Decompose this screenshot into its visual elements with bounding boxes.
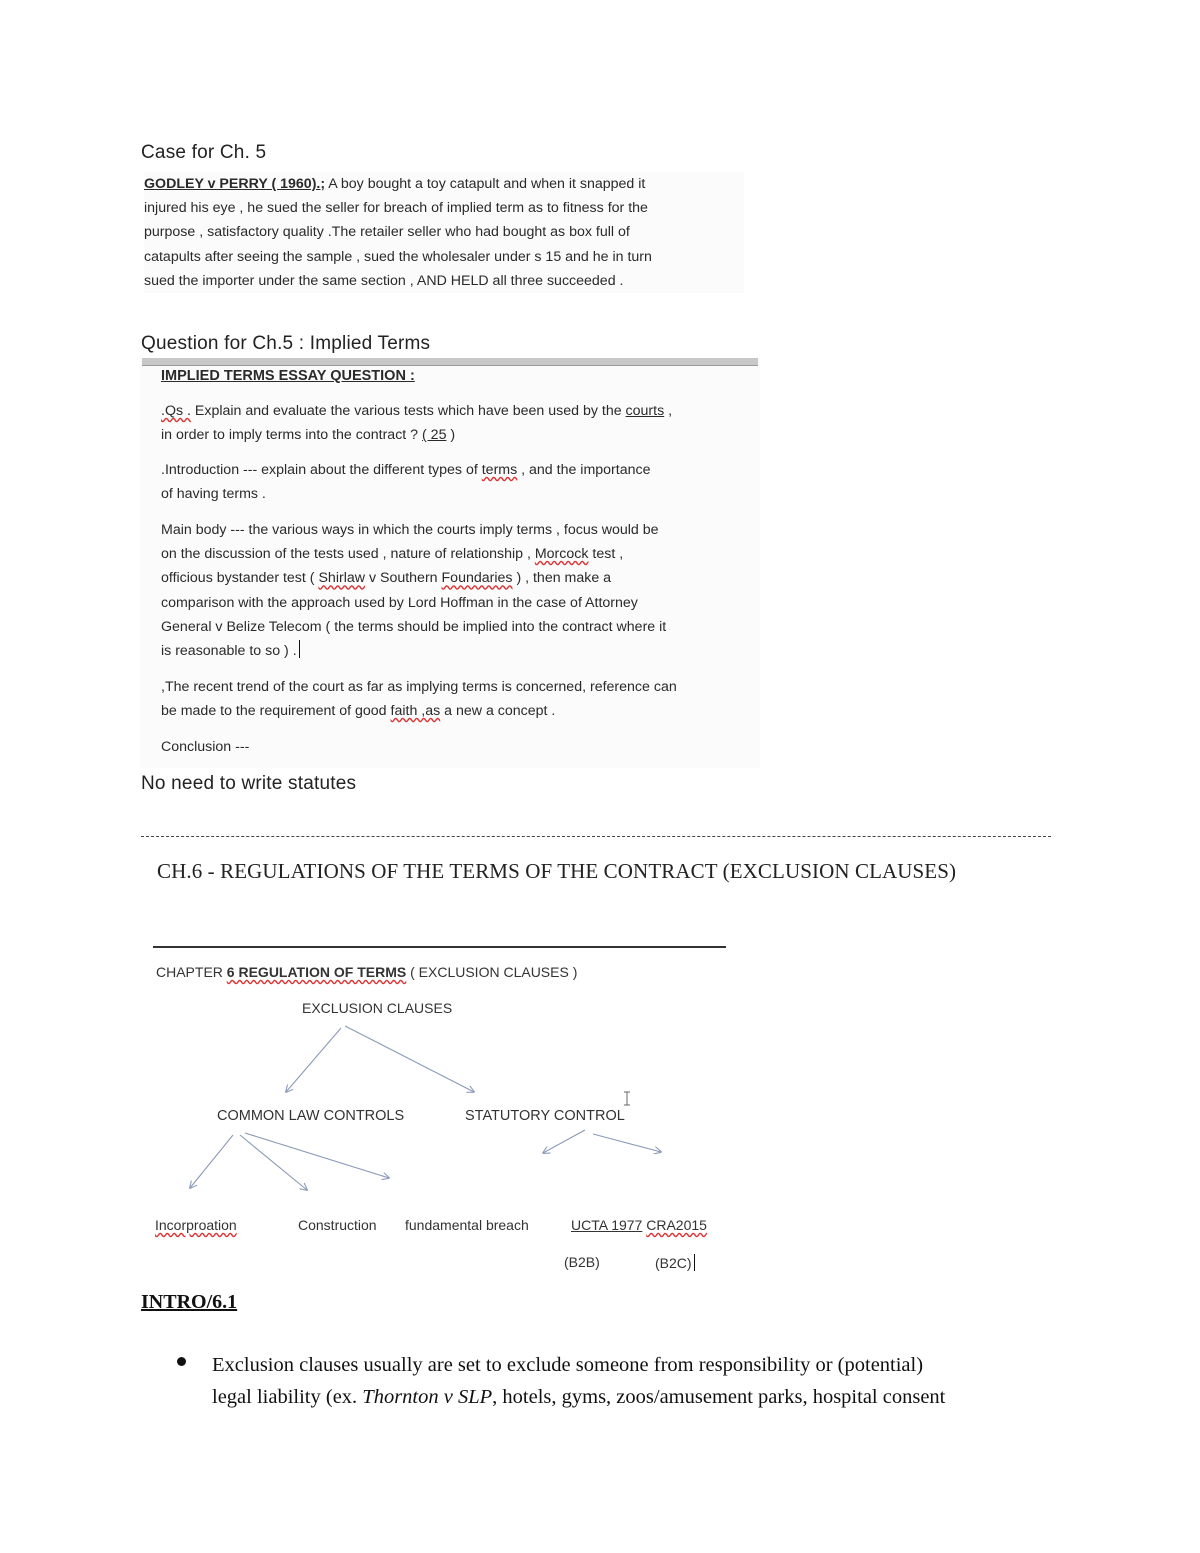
diagram-header-bold: REGULATION OF TERMS — [234, 964, 407, 980]
arrow-to-cra — [593, 1134, 661, 1152]
bullet-text: Exclusion clauses usually are set to exclude someone from responsibility or (potential) — [212, 1354, 924, 1376]
bullet-text: legal liability (ex. — [212, 1386, 363, 1408]
trend-text: ,The recent trend of the court as far as implying terms is concerned, reference can — [161, 679, 677, 695]
main-text: test , — [588, 546, 624, 563]
case-text: A boy bought a toy catapult and when it snapped it — [325, 176, 646, 192]
trend-text: be made to the requirement of good — [161, 703, 391, 720]
essay-intro — [161, 458, 741, 506]
main-text: General v Belize Telecom ( the terms should be implied into the contract where it — [161, 618, 667, 635]
arrow-to-ucta — [543, 1130, 585, 1153]
qs-courts: courts — [625, 403, 665, 419]
intro-text: .Introduction --- explain about the different types of — [161, 462, 482, 478]
main-text: comparison with the approach used by Lord Hoffman in the case of Attorney — [161, 594, 638, 611]
intro-terms: terms — [481, 462, 518, 478]
diagram-arrows — [145, 940, 745, 1280]
main-text: v Southern — [365, 570, 442, 587]
case-line: injured his eye , he sued the seller for breach of implied term as to fitness for the — [144, 200, 648, 217]
arrow-root-to-common — [286, 1028, 341, 1092]
main-shirlaw: Shirlaw — [318, 570, 365, 587]
essay-trend — [161, 675, 741, 723]
trend-text: a new a concept . — [440, 703, 556, 720]
case-line: purpose , satisfactory quality .The retailer seller who had bought as box full of — [144, 224, 630, 241]
essay-screenshot — [140, 358, 760, 768]
main-foundaries: Foundaries — [441, 570, 513, 587]
arrow-to-incorporation — [190, 1135, 233, 1188]
qs-text: ) — [446, 427, 456, 444]
qs-text: , — [664, 403, 673, 419]
arrow-root-to-statutory — [345, 1026, 474, 1092]
node-statutory: STATUTORY CONTROL — [465, 1108, 625, 1124]
essay-conclusion: Conclusion --- — [161, 739, 250, 755]
qs-text: Explain and evaluate the various tests which have been used by the — [190, 403, 626, 419]
i-beam-cursor — [624, 1092, 630, 1105]
essay-qs — [161, 399, 741, 447]
essay-title: IMPLIED TERMS ESSAY QUESTION : — [161, 368, 415, 384]
diagram-header-text: ( EXCLUSION CLAUSES ) — [406, 964, 578, 980]
node-common-law: COMMON LAW CONTROLS — [217, 1108, 405, 1124]
qs-text: in order to imply terms into the contract ? — [161, 427, 423, 444]
main-text: ) , then make a — [512, 570, 612, 587]
question-heading: Question for Ch.5 : Implied Terms — [141, 333, 431, 354]
qs-label: .Qs . — [161, 403, 191, 419]
leaf-cra-text: CRA2015 — [646, 1217, 707, 1233]
main-text: officious bystander test ( — [161, 570, 319, 587]
arrow-to-fundamental-breach — [245, 1133, 389, 1178]
intro-text: , and the importance — [517, 462, 651, 478]
node-root: EXCLUSION CLAUSES — [302, 1000, 453, 1016]
qs-marks: ( 25 — [422, 427, 447, 444]
diagram-header-number: 6 — [226, 964, 235, 980]
text-cursor — [299, 640, 300, 658]
case-screenshot — [144, 172, 744, 293]
case-line — [144, 172, 744, 196]
case-line: sued the importer under the same section , AND HELD all three succeeded . — [144, 272, 624, 289]
leaf-ucta-text: UCTA 1977 — [571, 1217, 643, 1233]
exclusion-clauses-diagram — [145, 940, 745, 1280]
main-text: Main body --- the various ways in which the courts imply terms , focus would be — [161, 522, 659, 538]
main-morcock: Morcock — [534, 546, 589, 563]
trend-faith: faith ,as — [390, 703, 441, 720]
main-text: on the discussion of the tests used , nature of relationship , — [161, 546, 535, 563]
leaf-construction: Construction — [298, 1217, 377, 1233]
bullet-icon — [177, 1357, 186, 1366]
essay-main-body — [161, 518, 741, 663]
arrow-to-construction — [240, 1135, 307, 1190]
leaf-incorporation: Incorproation — [155, 1217, 237, 1233]
main-text: is reasonable to so ) . — [161, 643, 297, 660]
label-b2c-text: (B2C) — [655, 1255, 692, 1271]
chapter-title: CH.6 - REGULATIONS OF THE TERMS OF THE CONTRACT (EXCLUSION CLAUSES) — [157, 859, 957, 883]
case-name: GODLEY v PERRY ( 1960).; — [144, 176, 326, 192]
section-divider — [141, 836, 1051, 837]
note-text: No need to write statutes — [141, 773, 357, 794]
diagram-header-text: CHAPTER — [156, 964, 227, 980]
leaf-fundamental-breach: fundamental breach — [405, 1217, 529, 1233]
intro-bullet — [212, 1349, 1072, 1413]
intro-heading: INTRO/6.1 — [141, 1291, 238, 1313]
bullet-case: Thornton v SLP — [362, 1386, 493, 1408]
case-heading: Case for Ch. 5 — [141, 142, 267, 163]
label-b2b: (B2B) — [564, 1254, 600, 1270]
case-line: catapults after seeing the sample , sued the wholesaler under s 15 and he in turn — [144, 248, 652, 265]
intro-text: of having terms . — [161, 486, 266, 503]
bullet-text: , hotels, gyms, zoos/amusement parks, hospital consent — [492, 1386, 946, 1408]
